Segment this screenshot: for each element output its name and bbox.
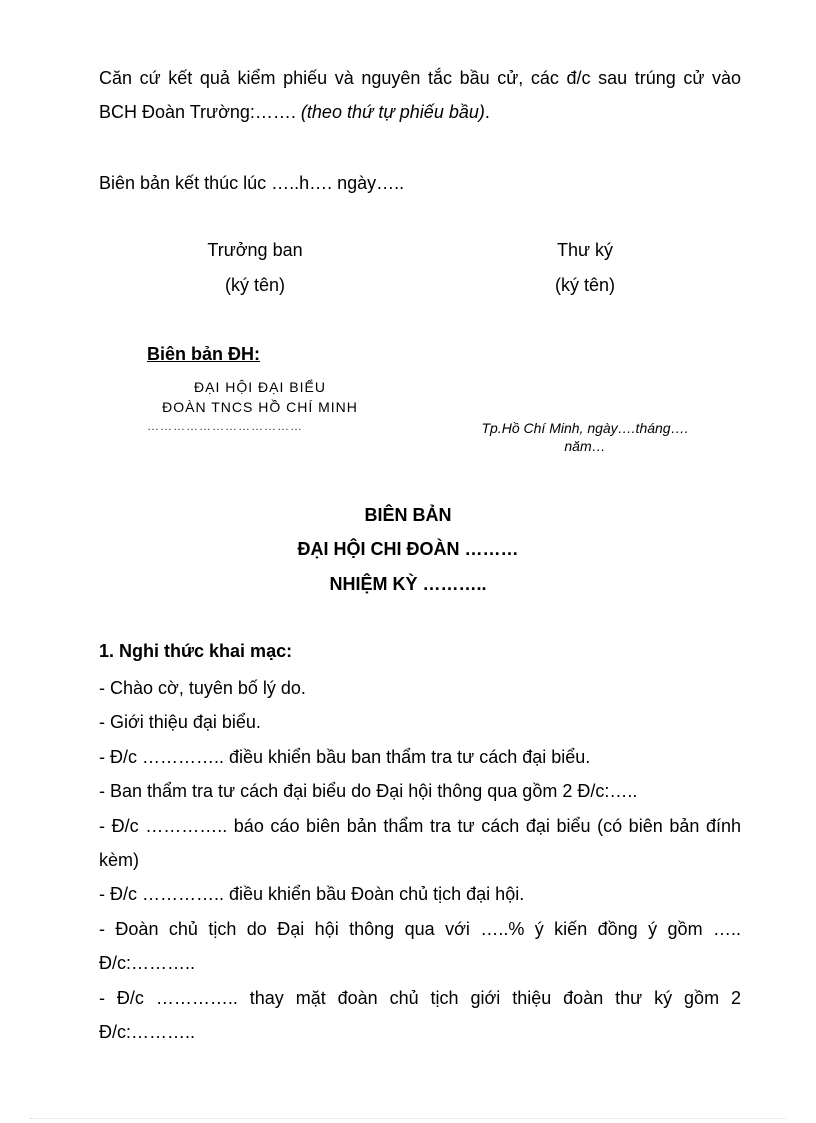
list-item: - Chào cờ, tuyên bố lý do.	[99, 678, 306, 698]
signature-left	[155, 233, 355, 303]
org-line-2: ĐOÀN TNCS HỒ CHÍ MINH	[162, 399, 358, 415]
org-dots: ………………………………	[147, 419, 303, 433]
place-date	[455, 419, 715, 455]
section-label: Biên bản ĐH:	[147, 344, 261, 364]
list-item: - Đ/c ………….. điều khiển bầu ban thẩm tra tư cách đại biểu.	[99, 747, 591, 767]
closing-text: Biên bản kết thúc lúc …..h…. ngày…..	[99, 173, 405, 193]
intro-text: Căn cứ kết quả kiểm phiếu và nguyên tắc bầu cử, các đ/c sau trúng cử vào BCH Đoàn Trường:…….	[99, 68, 741, 122]
section-1-heading: 1. Nghi thức khai mạc:	[99, 641, 293, 661]
signature-left-sign: (ký tên)	[224, 275, 285, 295]
signature-right	[485, 233, 685, 303]
place-date-line-2: năm…	[564, 438, 606, 454]
signature-left-title: Trưởng ban	[207, 240, 303, 260]
signature-right-title: Thư ký	[556, 240, 614, 260]
org-line-1: ĐẠI HỘI ĐẠI BIỂU	[194, 379, 326, 395]
list-item: - Đ/c ………….. điều khiển bầu Đoàn chủ tịch đại hội.	[99, 884, 525, 904]
page-bottom-rule	[30, 1118, 786, 1119]
list-item: - Đ/c ………….. báo cáo biên bản thẩm tra tư cách đại biểu (có biên bản đính kèm)	[99, 816, 741, 870]
org-header	[140, 377, 380, 417]
intro-paragraph	[99, 61, 741, 129]
doc-title-line-2: ĐẠI HỘI CHI ĐOÀN ………	[297, 539, 519, 559]
signature-right-sign: (ký tên)	[554, 275, 615, 295]
intro-end: .	[484, 102, 490, 122]
intro-italic-note: (theo thứ tự phiếu bầu)	[300, 102, 485, 122]
doc-title-line-3: NHIỆM KỲ ………..	[329, 574, 487, 594]
list-item: - Giới thiệu đại biểu.	[99, 712, 261, 732]
place-date-line-1: Tp.Hồ Chí Minh, ngày….tháng….	[481, 420, 689, 436]
list-item: - Ban thẩm tra tư cách đại biểu do Đại hội thông qua gồm 2 Đ/c:…..	[99, 781, 638, 801]
doc-title-line-1: BIÊN BẢN	[364, 505, 452, 525]
list-item: - Đoàn chủ tịch do Đại hội thông qua với …..% ý kiến đồng ý gồm ….. Đ/c:………..	[99, 919, 741, 973]
list-item: - Đ/c ………….. thay mặt đoàn chủ tịch giới thiệu đoàn thư ký gồm 2 Đ/c:………..	[99, 988, 741, 1042]
